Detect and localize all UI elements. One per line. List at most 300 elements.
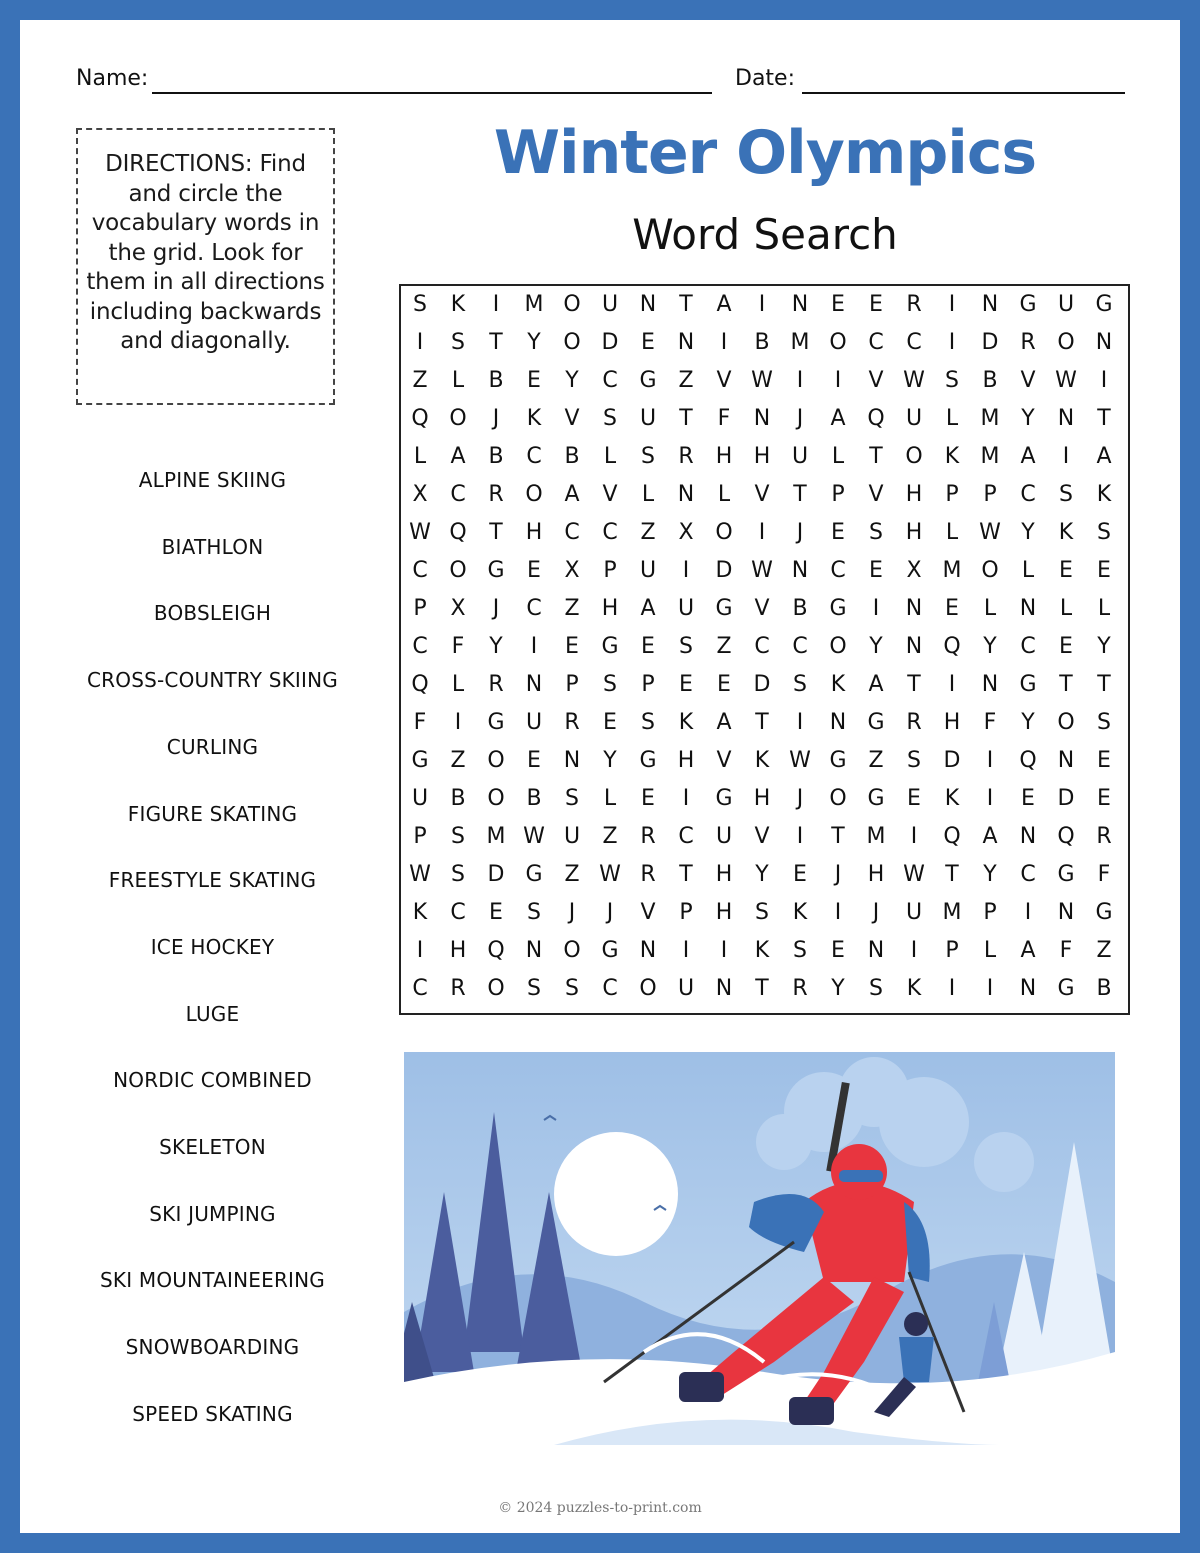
grid-letter[interactable]: I [872,596,880,621]
grid-letter[interactable]: E [1059,634,1073,659]
grid-letter[interactable]: F [1059,938,1073,963]
grid-letter[interactable]: E [1097,748,1111,773]
grid-letter[interactable]: Y [869,634,883,659]
grid-letter[interactable]: V [716,368,732,393]
grid-letter[interactable]: X [678,520,694,545]
grid-letter[interactable]: K [906,976,922,1001]
grid-letter[interactable]: I [986,976,994,1001]
grid-letter[interactable]: C [1020,482,1036,507]
grid-letter[interactable]: L [983,938,997,963]
grid-letter[interactable]: U [791,444,809,469]
grid-letter[interactable]: U [677,976,695,1001]
grid-letter[interactable]: D [943,748,961,773]
grid-letter[interactable]: C [1020,634,1036,659]
grid-letter[interactable]: T [907,672,921,697]
grid-letter[interactable]: P [983,482,997,507]
grid-letter[interactable]: P [983,900,997,925]
grid-letter[interactable]: N [639,938,657,963]
grid-letter[interactable]: D [487,862,505,887]
grid-letter[interactable]: C [450,482,466,507]
grid-letter[interactable]: P [565,672,579,697]
grid-letter[interactable]: O [829,634,847,659]
grid-letter[interactable]: E [641,786,655,811]
grid-letter[interactable]: Q [411,406,429,431]
grid-letter[interactable]: E [1021,786,1035,811]
grid-letter[interactable]: S [603,406,617,431]
grid-letter[interactable]: Q [1057,824,1075,849]
grid-letter[interactable]: S [451,330,465,355]
grid-letter[interactable]: W [751,368,773,393]
grid-letter[interactable]: K [754,938,770,963]
grid-letter[interactable]: O [1057,710,1075,735]
grid-letter[interactable]: S [1059,482,1073,507]
grid-letter[interactable]: Q [943,634,961,659]
grid-letter[interactable]: A [1020,938,1036,963]
grid-letter[interactable]: N [981,292,999,317]
grid-letter[interactable]: E [831,292,845,317]
grid-letter[interactable]: I [454,710,462,735]
grid-letter[interactable]: N [1057,900,1075,925]
grid-letter[interactable]: H [867,862,885,887]
grid-letter[interactable]: S [1097,710,1111,735]
grid-letter[interactable]: S [793,938,807,963]
grid-letter[interactable]: C [526,444,542,469]
grid-letter[interactable]: L [641,482,655,507]
grid-letter[interactable]: O [487,748,505,773]
grid-letter[interactable]: G [1057,976,1075,1001]
grid-letter[interactable]: E [1097,786,1111,811]
grid-letter[interactable]: I [948,292,956,317]
grid-letter[interactable]: C [754,634,770,659]
grid-letter[interactable]: T [869,444,883,469]
grid-letter[interactable]: S [451,824,465,849]
grid-letter[interactable]: S [641,444,655,469]
grid-letter[interactable]: S [565,976,579,1001]
grid-letter[interactable]: G [715,786,733,811]
grid-letter[interactable]: J [492,596,500,621]
grid-letter[interactable]: I [758,292,766,317]
grid-letter[interactable]: T [679,292,693,317]
grid-letter[interactable]: U [525,710,543,735]
grid-letter[interactable]: H [601,596,619,621]
grid-letter[interactable]: X [450,596,466,621]
grid-letter[interactable]: K [412,900,428,925]
grid-letter[interactable]: I [682,558,690,583]
grid-letter[interactable]: R [1096,824,1112,849]
grid-letter[interactable]: W [409,520,431,545]
grid-letter[interactable]: D [1057,786,1075,811]
grid-letter[interactable]: U [715,824,733,849]
grid-letter[interactable]: B [450,786,466,811]
grid-letter[interactable]: V [754,482,770,507]
grid-letter[interactable]: I [796,710,804,735]
grid-letter[interactable]: G [1019,672,1037,697]
grid-letter[interactable]: N [829,710,847,735]
grid-letter[interactable]: I [796,368,804,393]
grid-letter[interactable]: P [413,824,427,849]
grid-letter[interactable]: B [792,596,808,621]
grid-letter[interactable]: W [523,824,545,849]
grid-letter[interactable]: O [449,558,467,583]
grid-letter[interactable]: G [1095,900,1113,925]
grid-letter[interactable]: I [910,824,918,849]
grid-letter[interactable]: B [526,786,542,811]
grid-letter[interactable]: O [525,482,543,507]
grid-letter[interactable]: I [530,634,538,659]
grid-letter[interactable]: A [564,482,580,507]
grid-letter[interactable]: I [948,976,956,1001]
grid-letter[interactable]: N [563,748,581,773]
grid-letter[interactable]: V [602,482,618,507]
grid-letter[interactable]: S [869,520,883,545]
grid-letter[interactable]: T [679,406,693,431]
grid-letter[interactable]: G [1057,862,1075,887]
grid-letter[interactable]: N [1019,976,1037,1001]
grid-letter[interactable]: E [869,292,883,317]
grid-letter[interactable]: C [450,900,466,925]
grid-letter[interactable]: P [679,900,693,925]
grid-letter[interactable]: H [677,748,695,773]
grid-letter[interactable]: S [641,710,655,735]
grid-letter[interactable]: O [563,330,581,355]
grid-letter[interactable]: K [754,748,770,773]
grid-letter[interactable]: K [944,786,960,811]
grid-letter[interactable]: R [792,976,808,1001]
grid-letter[interactable]: L [945,406,959,431]
grid-letter[interactable]: K [830,672,846,697]
grid-letter[interactable]: M [866,824,886,849]
grid-letter[interactable]: M [980,406,1000,431]
grid-letter[interactable]: N [1019,824,1037,849]
grid-letter[interactable]: Y [983,634,997,659]
grid-letter[interactable]: G [639,748,657,773]
grid-letter[interactable]: R [906,292,922,317]
grid-letter[interactable]: I [492,292,500,317]
grid-letter[interactable]: Z [1096,938,1112,963]
grid-letter[interactable]: T [755,976,769,1001]
grid-letter[interactable]: I [796,824,804,849]
grid-letter[interactable]: Y [755,862,769,887]
grid-letter[interactable]: N [677,330,695,355]
grid-letter[interactable]: P [945,482,959,507]
grid-letter[interactable]: G [487,558,505,583]
grid-letter[interactable]: F [1097,862,1111,887]
grid-letter[interactable]: E [679,672,693,697]
grid-letter[interactable]: C [678,824,694,849]
grid-letter[interactable]: D [715,558,733,583]
grid-letter[interactable]: T [1059,672,1073,697]
grid-letter[interactable]: I [1024,900,1032,925]
grid-letter[interactable]: B [754,330,770,355]
grid-letter[interactable]: S [527,976,541,1001]
grid-letter[interactable]: Z [602,824,618,849]
grid-letter[interactable]: G [715,596,733,621]
grid-letter[interactable]: C [602,976,618,1001]
grid-letter[interactable]: S [755,900,769,925]
grid-letter[interactable]: Q [867,406,885,431]
grid-letter[interactable]: O [829,786,847,811]
grid-letter[interactable]: L [413,444,427,469]
grid-letter[interactable]: I [1062,444,1070,469]
grid-letter[interactable]: C [906,330,922,355]
grid-letter[interactable]: L [1021,558,1035,583]
grid-letter[interactable]: V [564,406,580,431]
grid-letter[interactable]: U [1057,292,1075,317]
grid-letter[interactable]: L [451,368,465,393]
grid-letter[interactable]: N [1095,330,1113,355]
grid-letter[interactable]: I [758,520,766,545]
grid-letter[interactable]: C [602,520,618,545]
grid-letter[interactable]: B [1096,976,1112,1001]
grid-letter[interactable]: J [796,406,804,431]
grid-letter[interactable]: U [905,406,923,431]
grid-letter[interactable]: V [754,596,770,621]
grid-letter[interactable]: A [716,292,732,317]
grid-letter[interactable]: V [1020,368,1036,393]
grid-letter[interactable]: E [907,786,921,811]
grid-letter[interactable]: C [526,596,542,621]
grid-letter[interactable]: B [488,444,504,469]
grid-letter[interactable]: T [679,862,693,887]
grid-letter[interactable]: N [1019,596,1037,621]
grid-letter[interactable]: D [601,330,619,355]
grid-letter[interactable]: S [679,634,693,659]
grid-letter[interactable]: R [640,862,656,887]
grid-letter[interactable]: I [834,368,842,393]
grid-letter[interactable]: S [451,862,465,887]
grid-letter[interactable]: R [564,710,580,735]
grid-letter[interactable]: G [1095,292,1113,317]
grid-letter[interactable]: I [986,748,994,773]
grid-letter[interactable]: Y [983,862,997,887]
grid-letter[interactable]: Q [1019,748,1037,773]
grid-letter[interactable]: E [603,710,617,735]
grid-letter[interactable]: O [563,938,581,963]
grid-letter[interactable]: U [677,596,695,621]
grid-letter[interactable]: E [565,634,579,659]
grid-letter[interactable]: G [829,748,847,773]
grid-letter[interactable]: E [831,520,845,545]
grid-letter[interactable]: O [449,406,467,431]
grid-letter[interactable]: C [830,558,846,583]
grid-letter[interactable]: A [982,824,998,849]
grid-letter[interactable]: N [1057,748,1075,773]
grid-letter[interactable]: O [487,976,505,1001]
grid-letter[interactable]: Y [1097,634,1111,659]
grid-letter[interactable]: S [907,748,921,773]
grid-letter[interactable]: C [1020,862,1036,887]
grid-letter[interactable]: G [867,710,885,735]
grid-letter[interactable]: T [945,862,959,887]
grid-letter[interactable]: L [603,786,617,811]
grid-letter[interactable]: O [487,786,505,811]
grid-letter[interactable]: A [450,444,466,469]
grid-letter[interactable]: X [412,482,428,507]
grid-letter[interactable]: F [451,634,465,659]
grid-letter[interactable]: T [489,520,503,545]
grid-letter[interactable]: H [715,444,733,469]
grid-letter[interactable]: U [639,406,657,431]
grid-letter[interactable]: G [601,634,619,659]
grid-letter[interactable]: U [905,900,923,925]
grid-letter[interactable]: K [450,292,466,317]
grid-letter[interactable]: L [717,482,731,507]
grid-letter[interactable]: W [1055,368,1077,393]
grid-letter[interactable]: Q [411,672,429,697]
grid-letter[interactable]: X [906,558,922,583]
grid-letter[interactable]: Q [449,520,467,545]
grid-letter[interactable]: Z [564,596,580,621]
grid-letter[interactable]: J [568,900,576,925]
grid-letter[interactable]: Y [1021,520,1035,545]
grid-letter[interactable]: Z [716,634,732,659]
grid-letter[interactable]: N [1057,406,1075,431]
grid-letter[interactable]: S [793,672,807,697]
grid-letter[interactable]: G [601,938,619,963]
grid-letter[interactable]: A [868,672,884,697]
grid-letter[interactable]: V [640,900,656,925]
grid-letter[interactable]: G [411,748,429,773]
grid-letter[interactable]: S [945,368,959,393]
grid-letter[interactable]: Z [868,748,884,773]
grid-letter[interactable]: I [910,938,918,963]
grid-letter[interactable]: V [868,368,884,393]
grid-letter[interactable]: R [1020,330,1036,355]
grid-letter[interactable]: T [1097,672,1111,697]
grid-letter[interactable]: N [525,672,543,697]
grid-letter[interactable]: I [948,672,956,697]
grid-letter[interactable]: N [639,292,657,317]
grid-letter[interactable]: G [487,710,505,735]
grid-letter[interactable]: T [1097,406,1111,431]
grid-letter[interactable]: U [601,292,619,317]
grid-letter[interactable]: G [867,786,885,811]
grid-letter[interactable]: V [716,748,732,773]
grid-letter[interactable]: H [449,938,467,963]
grid-letter[interactable]: M [942,558,962,583]
grid-letter[interactable]: Y [603,748,617,773]
grid-letter[interactable]: P [641,672,655,697]
grid-letter[interactable]: G [639,368,657,393]
grid-letter[interactable]: T [489,330,503,355]
grid-letter[interactable]: E [641,330,655,355]
grid-letter[interactable]: N [905,634,923,659]
grid-letter[interactable]: H [525,520,543,545]
grid-letter[interactable]: E [489,900,503,925]
grid-letter[interactable]: W [599,862,621,887]
grid-letter[interactable]: M [790,330,810,355]
grid-letter[interactable]: H [715,900,733,925]
grid-letter[interactable]: A [640,596,656,621]
grid-letter[interactable]: C [602,368,618,393]
grid-letter[interactable]: Z [640,520,656,545]
grid-letter[interactable]: A [1096,444,1112,469]
grid-letter[interactable]: C [868,330,884,355]
grid-letter[interactable]: O [639,976,657,1001]
grid-letter[interactable]: J [492,406,500,431]
grid-letter[interactable]: W [903,862,925,887]
grid-letter[interactable]: E [793,862,807,887]
grid-letter[interactable]: R [488,482,504,507]
grid-letter[interactable]: N [981,672,999,697]
grid-letter[interactable]: U [563,824,581,849]
grid-letter[interactable]: W [789,748,811,773]
grid-letter[interactable]: K [526,406,542,431]
grid-letter[interactable]: C [412,558,428,583]
grid-letter[interactable]: S [869,976,883,1001]
grid-letter[interactable]: C [564,520,580,545]
grid-letter[interactable]: Z [412,368,428,393]
grid-letter[interactable]: P [945,938,959,963]
grid-letter[interactable]: W [903,368,925,393]
grid-letter[interactable]: J [872,900,880,925]
grid-letter[interactable]: Q [487,938,505,963]
grid-letter[interactable]: I [416,330,424,355]
grid-letter[interactable]: L [1059,596,1073,621]
grid-letter[interactable]: Y [1021,406,1035,431]
grid-letter[interactable]: I [720,938,728,963]
grid-letter[interactable]: A [830,406,846,431]
grid-letter[interactable]: C [412,634,428,659]
grid-letter[interactable]: N [525,938,543,963]
grid-letter[interactable]: B [488,368,504,393]
grid-letter[interactable]: M [942,900,962,925]
grid-letter[interactable]: R [488,672,504,697]
grid-letter[interactable]: L [1097,596,1111,621]
grid-letter[interactable]: J [796,786,804,811]
grid-letter[interactable]: Z [450,748,466,773]
grid-letter[interactable]: N [753,406,771,431]
grid-letter[interactable]: X [564,558,580,583]
grid-letter[interactable]: Y [565,368,579,393]
grid-letter[interactable]: H [753,786,771,811]
grid-letter[interactable]: E [527,748,541,773]
grid-letter[interactable]: V [868,482,884,507]
grid-letter[interactable]: F [413,710,427,735]
grid-letter[interactable]: O [829,330,847,355]
grid-letter[interactable]: J [834,862,842,887]
grid-letter[interactable]: K [1058,520,1074,545]
grid-letter[interactable]: R [906,710,922,735]
grid-letter[interactable]: E [717,672,731,697]
grid-letter[interactable]: L [451,672,465,697]
grid-letter[interactable]: R [450,976,466,1001]
grid-letter[interactable]: P [413,596,427,621]
grid-letter[interactable]: A [1020,444,1036,469]
grid-letter[interactable]: Y [489,634,503,659]
grid-letter[interactable]: T [755,710,769,735]
grid-letter[interactable]: O [715,520,733,545]
grid-letter[interactable]: E [527,368,541,393]
grid-letter[interactable]: M [524,292,544,317]
grid-letter[interactable]: E [831,938,845,963]
grid-letter[interactable]: H [753,444,771,469]
grid-letter[interactable]: L [831,444,845,469]
grid-letter[interactable]: S [527,900,541,925]
grid-letter[interactable]: V [754,824,770,849]
grid-letter[interactable]: L [945,520,959,545]
grid-letter[interactable]: Q [943,824,961,849]
grid-letter[interactable]: U [411,786,429,811]
grid-letter[interactable]: I [682,786,690,811]
grid-letter[interactable]: M [486,824,506,849]
grid-letter[interactable]: O [563,292,581,317]
grid-letter[interactable]: Z [678,368,694,393]
grid-letter[interactable]: J [606,900,614,925]
grid-letter[interactable]: Y [527,330,541,355]
grid-letter[interactable]: E [945,596,959,621]
grid-letter[interactable]: N [867,938,885,963]
